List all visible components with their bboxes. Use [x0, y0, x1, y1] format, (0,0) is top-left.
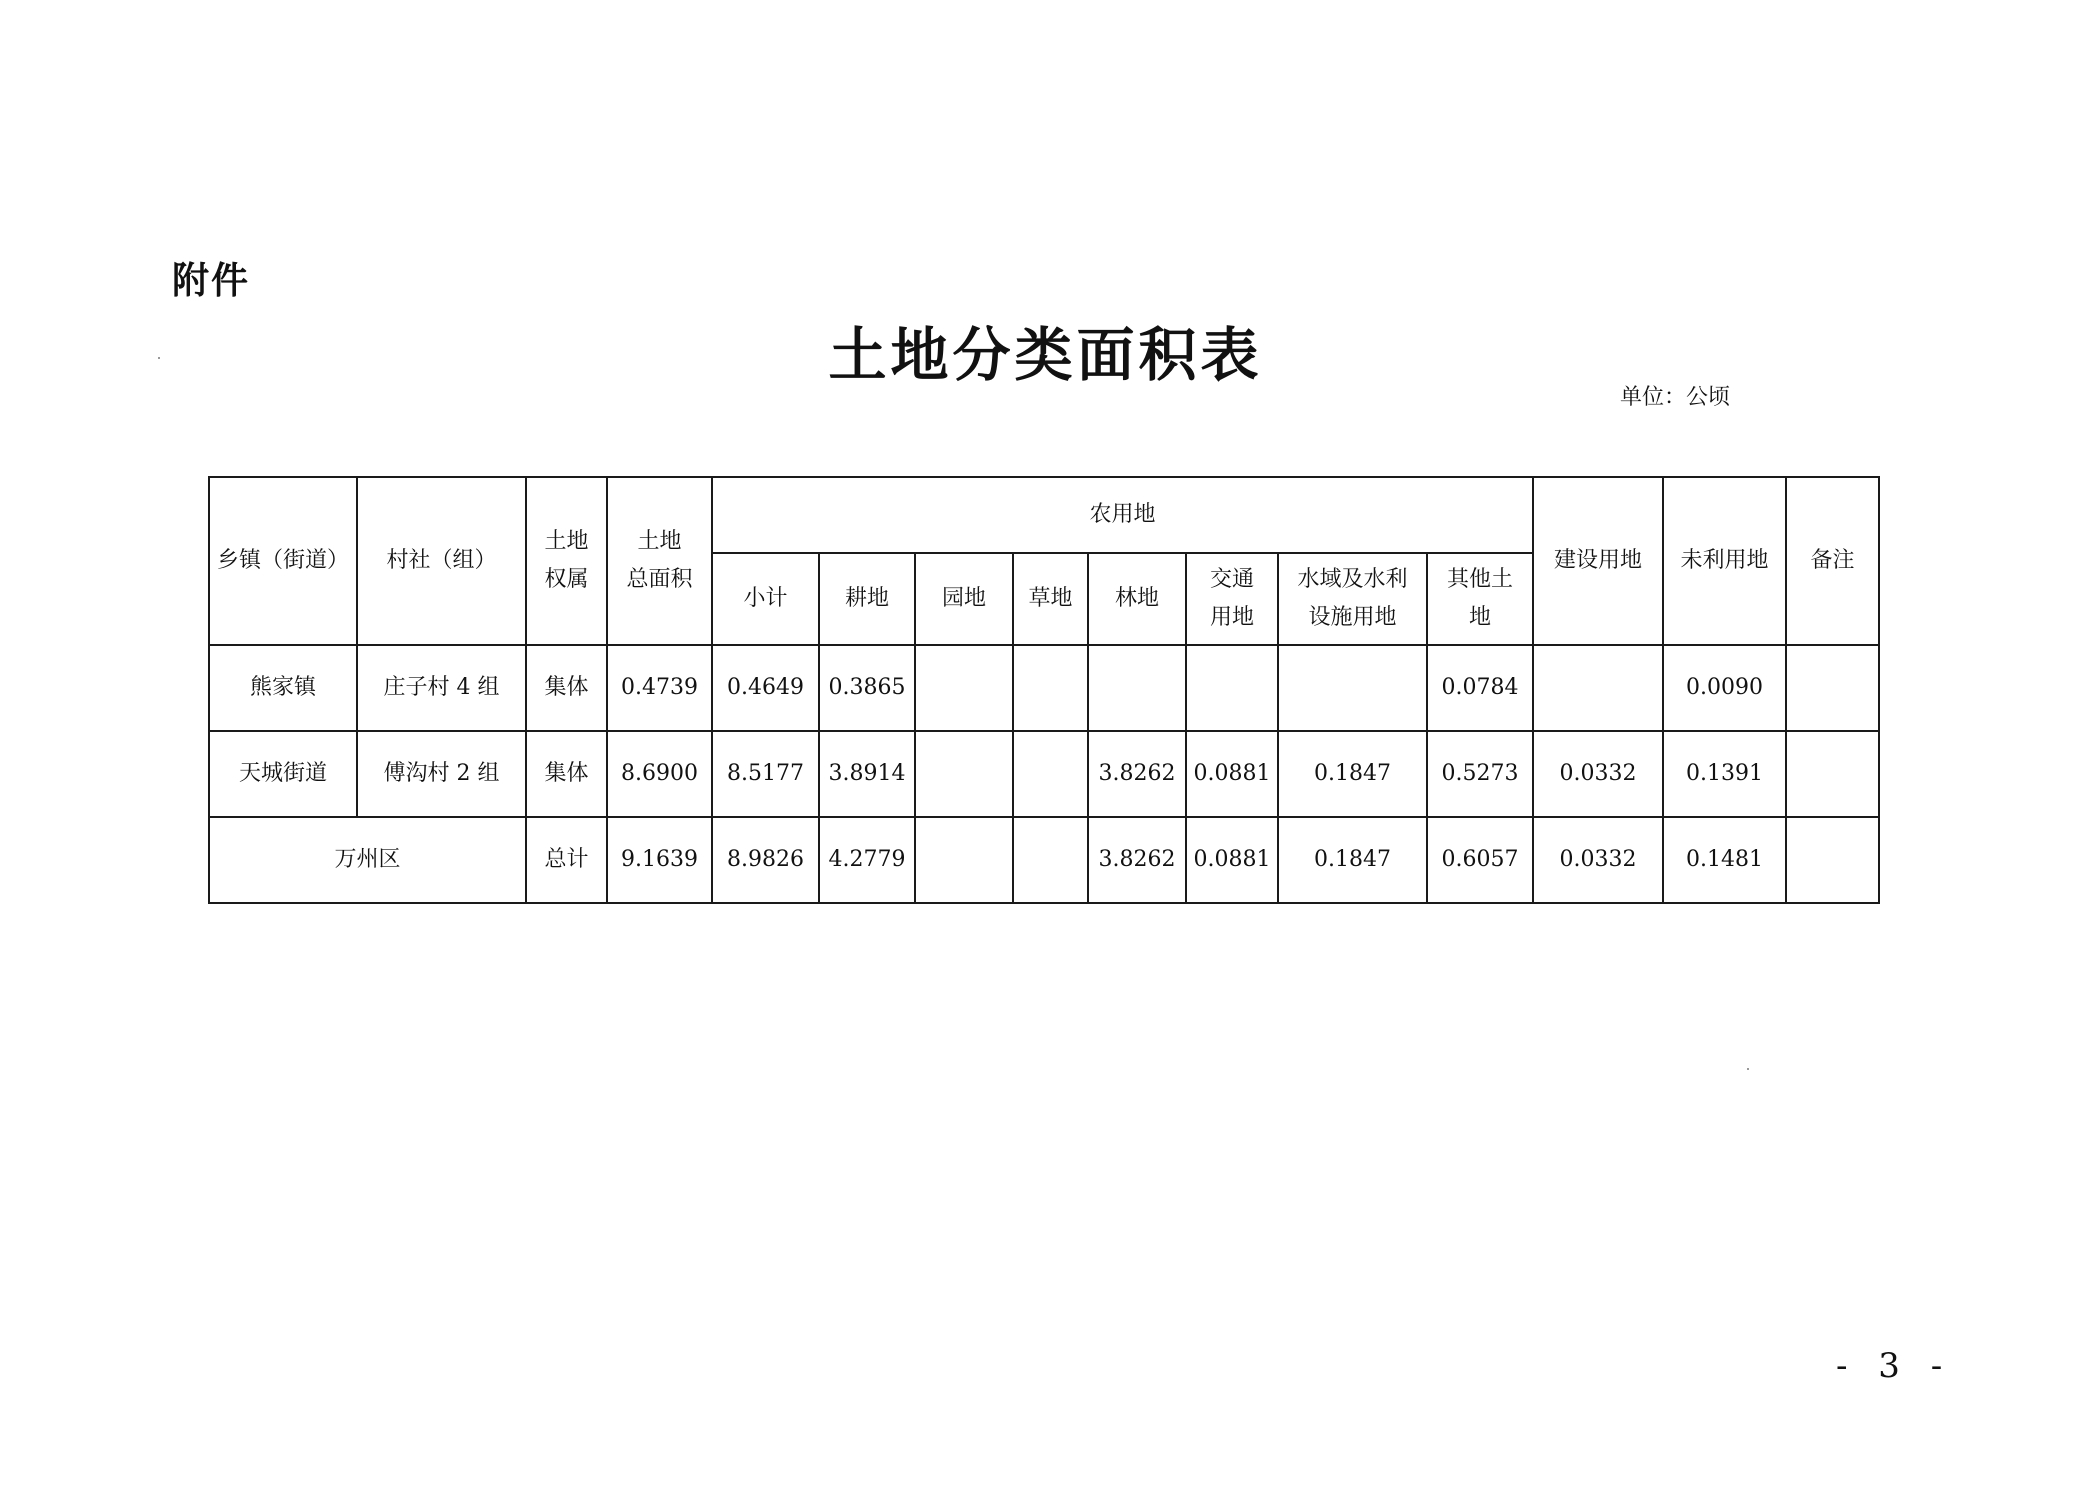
attachment-label: 附件 — [172, 259, 250, 302]
cell-transport: 0.0881 — [1186, 817, 1278, 903]
page-number: - 3 - — [1836, 1346, 1953, 1386]
cell-transport: 0.0881 — [1186, 731, 1278, 817]
cell-forest: 3.8262 — [1088, 731, 1186, 817]
header-grass: 草地 — [1013, 553, 1088, 645]
cell-unused: 0.0090 — [1663, 645, 1786, 731]
header-transport-line-1: 交通 — [1209, 567, 1254, 592]
header-forest: 林地 — [1088, 553, 1186, 645]
header-ownership — [526, 477, 607, 645]
cell-ownership: 集体 — [526, 731, 607, 817]
header-construction-land: 建设用地 — [1533, 477, 1663, 645]
cell-subtotal: 8.9826 — [712, 817, 819, 903]
header-other — [1427, 553, 1533, 645]
cell-other: 0.0784 — [1427, 645, 1533, 731]
cell-remarks — [1786, 731, 1879, 817]
cell-ownership: 总计 — [526, 817, 607, 903]
cell-grass — [1013, 731, 1088, 817]
scan-speck — [1747, 1068, 1749, 1070]
header-row-main — [209, 477, 1879, 553]
cell-water — [1278, 645, 1427, 731]
header-water-line-2: 设施用地 — [1308, 605, 1397, 630]
header-transport — [1186, 553, 1278, 645]
cell-unused: 0.1391 — [1663, 731, 1786, 817]
table-row — [209, 645, 1879, 731]
header-unused-land: 未利用地 — [1663, 477, 1786, 645]
cell-cultivated: 0.3865 — [819, 645, 915, 731]
header-ownership-line-2: 权属 — [544, 567, 589, 592]
cell-subtotal: 0.4649 — [712, 645, 819, 731]
header-ownership-line-1: 土地 — [544, 529, 589, 554]
cell-water: 0.1847 — [1278, 731, 1427, 817]
cell-village: 傅沟村 2 组 — [357, 731, 526, 817]
header-subtotal: 小计 — [712, 553, 819, 645]
unit-label: 单位：公顷 — [1620, 385, 1731, 410]
cell-garden — [915, 645, 1013, 731]
header-water — [1278, 553, 1427, 645]
cell-construction — [1533, 645, 1663, 731]
cell-township: 熊家镇 — [209, 645, 357, 731]
header-total-area-line-1: 土地 — [637, 529, 682, 554]
header-water-line-1: 水域及水利 — [1297, 567, 1408, 592]
cell-district: 万州区 — [209, 817, 526, 903]
cell-subtotal: 8.5177 — [712, 731, 819, 817]
cell-garden — [915, 817, 1013, 903]
header-transport-line-2: 用地 — [1209, 605, 1254, 630]
cell-cultivated: 4.2779 — [819, 817, 915, 903]
cell-grass — [1013, 645, 1088, 731]
cell-cultivated: 3.8914 — [819, 731, 915, 817]
header-cultivated: 耕地 — [819, 553, 915, 645]
cell-remarks — [1786, 817, 1879, 903]
cell-total-area: 0.4739 — [607, 645, 712, 731]
cell-transport — [1186, 645, 1278, 731]
table-row — [209, 731, 1879, 817]
cell-construction: 0.0332 — [1533, 817, 1663, 903]
header-other-line-2: 地 — [1469, 605, 1492, 630]
cell-ownership: 集体 — [526, 645, 607, 731]
header-remarks: 备注 — [1786, 477, 1879, 645]
cell-total-area: 8.6900 — [607, 731, 712, 817]
cell-grass — [1013, 817, 1088, 903]
scan-speck — [158, 357, 160, 359]
cell-forest: 3.8262 — [1088, 817, 1186, 903]
cell-construction: 0.0332 — [1533, 731, 1663, 817]
cell-total-area: 9.1639 — [607, 817, 712, 903]
cell-garden — [915, 731, 1013, 817]
land-classification-table — [208, 476, 1880, 904]
cell-forest — [1088, 645, 1186, 731]
header-township: 乡镇（街道） — [209, 477, 357, 645]
header-total-area-line-2: 总面积 — [626, 567, 693, 592]
header-village: 村社（组） — [357, 477, 526, 645]
cell-township: 天城街道 — [209, 731, 357, 817]
document-title: 土地分类面积表 — [828, 321, 1263, 389]
cell-water: 0.1847 — [1278, 817, 1427, 903]
header-other-line-1: 其他土 — [1447, 567, 1514, 592]
header-agricultural-land: 农用地 — [712, 477, 1533, 553]
cell-other: 0.5273 — [1427, 731, 1533, 817]
header-garden: 园地 — [915, 553, 1013, 645]
cell-unused: 0.1481 — [1663, 817, 1786, 903]
total-row — [209, 817, 1879, 903]
header-total-area — [607, 477, 712, 645]
cell-other: 0.6057 — [1427, 817, 1533, 903]
cell-remarks — [1786, 645, 1879, 731]
cell-village: 庄子村 4 组 — [357, 645, 526, 731]
